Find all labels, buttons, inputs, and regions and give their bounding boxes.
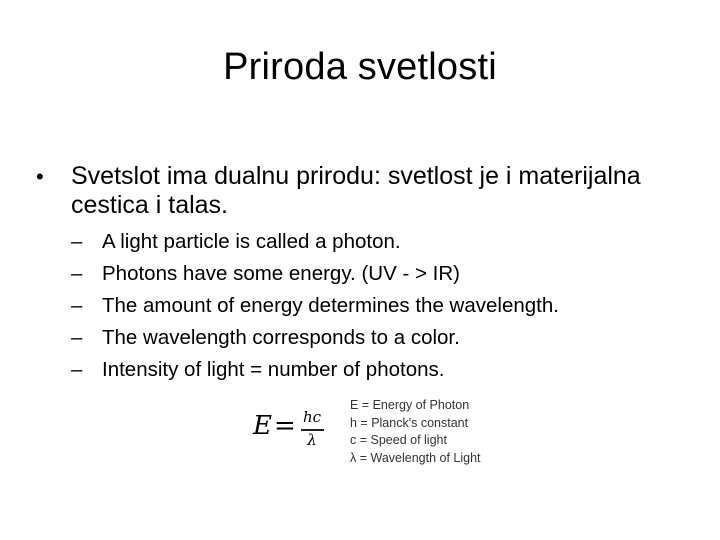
slide-body [36, 162, 686, 386]
photon-energy-formula-image [250, 395, 500, 470]
equation-denominator: λ [307, 431, 317, 449]
sub-bullet-text: Photons have some energy. (UV - > IR) [102, 262, 460, 285]
slide-title: Priroda svetlosti [223, 46, 497, 88]
sub-bullet-item [71, 354, 686, 386]
sub-bullet-text: Intensity of light = number of photons. [102, 358, 445, 381]
sub-bullet-item [71, 322, 686, 354]
main-bullet-text: Svetslot ima dualnu prirodu: svetlost je i materijalna cestica i talas. [71, 162, 641, 219]
main-bullet-point [36, 162, 686, 220]
dash-icon: – [71, 262, 83, 285]
sub-bullet-text: The amount of energy determines the wavelength. [102, 294, 559, 317]
legend-line: h = Planck's constant [350, 415, 469, 430]
sub-bullet-text: The wavelength corresponds to a color. [102, 326, 460, 349]
sub-bullet-list [36, 226, 686, 386]
legend-line: c = Speed of light [350, 433, 447, 447]
legend-line: E = Energy of Photon [350, 398, 470, 412]
bullet-icon: • [36, 164, 44, 189]
equation-numerator: hc [302, 408, 322, 426]
sub-bullet-text: A light particle is called a photon. [102, 230, 401, 253]
dash-icon: – [71, 230, 83, 253]
dash-icon: – [71, 358, 83, 381]
sub-bullet-item [71, 258, 686, 290]
formula-legend [350, 397, 481, 467]
sub-bullet-item [71, 290, 686, 322]
legend-line: λ = Wavelength of Light [350, 450, 481, 465]
sub-bullet-item [71, 226, 686, 258]
dash-icon: – [71, 294, 83, 317]
equation-lhs: E [253, 411, 272, 441]
dash-icon: – [71, 326, 83, 349]
energy-equation [250, 401, 346, 461]
equation-equals-sign: = [274, 411, 296, 441]
